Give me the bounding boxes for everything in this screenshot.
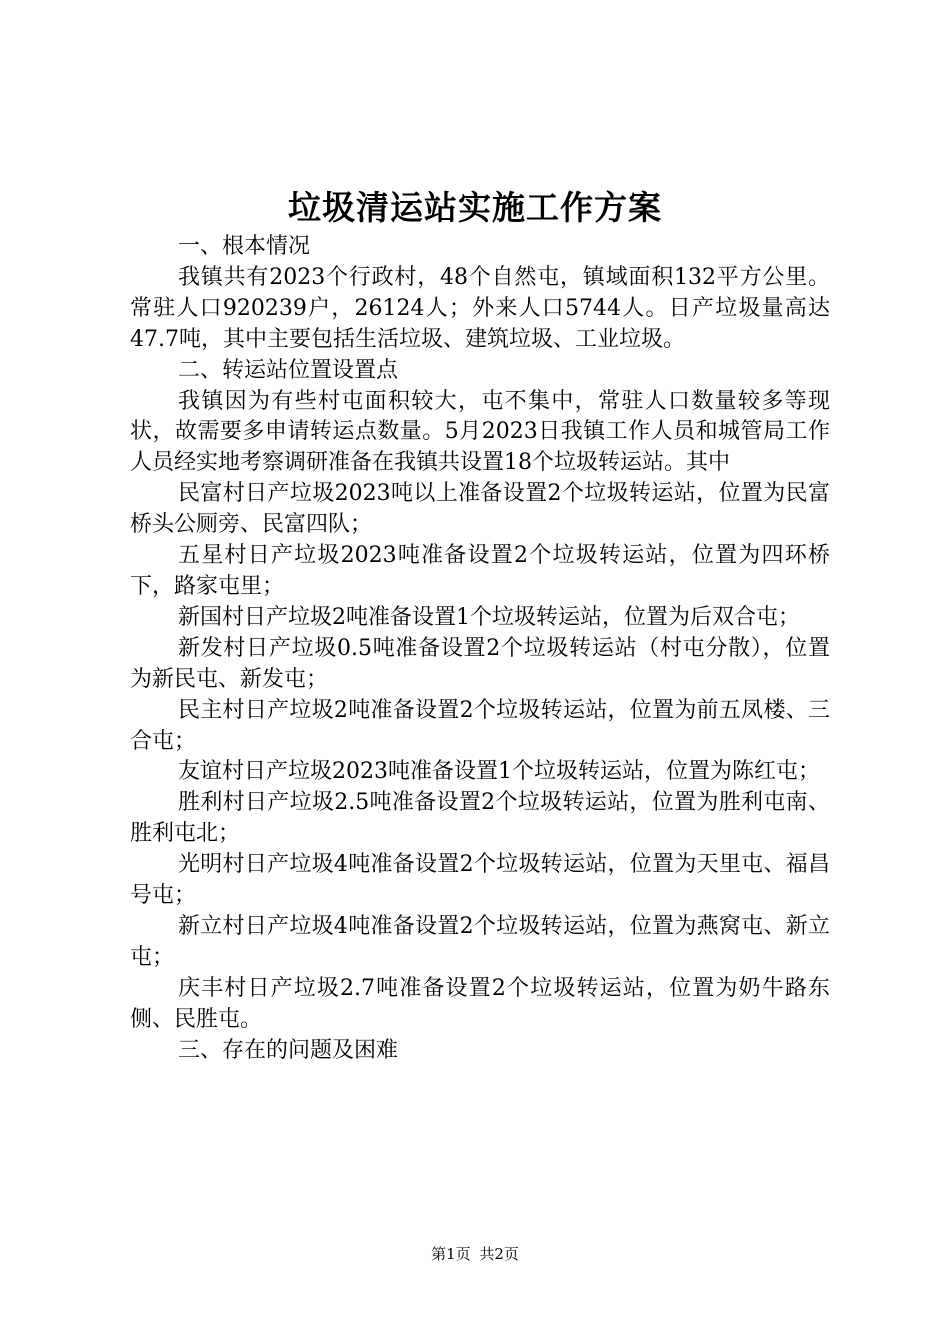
paragraph-basic-info: 我镇共有2023个行政村，48个自然屯，镇域面积132平方公里。常驻人口920239户，26124人；外来人口5744人。日产垃圾量高达47.7吨，其中主要包括生活垃圾、建筑垃圾、工业垃圾。 — [130, 264, 830, 352]
list-item-youyi: 友谊村日产垃圾2023吨准备设置1个垃圾转运站，位置为陈红屯； — [178, 759, 820, 785]
document-title: 垃圾清运站实施工作方案 — [288, 188, 662, 227]
document-body — [130, 232, 830, 1066]
list-item-xinguo: 新国村日产垃圾2吨准备设置1个垃圾转运站，位置为后双合屯； — [178, 604, 800, 630]
page-footer — [0, 1244, 950, 1264]
list-item-xinfa: 新发村日产垃圾0.5吨准备设置2个垃圾转运站（村屯分散），位置为新民屯、新发屯； — [130, 635, 830, 692]
list-item-wuxing: 五星村日产垃圾2023吨准备设置2个垃圾转运站，位置为四环桥下，路家屯里； — [130, 543, 830, 599]
section-heading-problems: 三、存在的问题及困难 — [178, 1037, 399, 1063]
list-item-minzhu: 民主村日产垃圾2吨准备设置2个垃圾转运站，位置为前五凤楼、三合屯； — [130, 697, 830, 754]
list-item-qingfeng: 庆丰村日产垃圾2.7吨准备设置2个垃圾转运站，位置为奶牛路东侧、民胜屯。 — [130, 975, 830, 1032]
list-item-minfu: 民富村日产垃圾2023吨以上准备设置2个垃圾转运站，位置为民富桥头公厕旁、民富四队； — [130, 481, 830, 538]
list-item-guangming: 光明村日产垃圾4吨准备设置2个垃圾转运站，位置为天里屯、福昌号屯； — [130, 852, 830, 909]
page-total: 共2页 — [479, 1245, 519, 1263]
list-item-shengli: 胜利村日产垃圾2.5吨准备设置2个垃圾转运站，位置为胜利屯南、胜利屯北； — [130, 790, 830, 847]
section-heading-basic: 一、根本情况 — [178, 234, 311, 259]
page-number: 第1页 — [431, 1245, 471, 1263]
list-item-xinli: 新立村日产垃圾4吨准备设置2个垃圾转运站，位置为燕窝屯、新立屯； — [130, 913, 830, 970]
section-heading-stations: 二、转运站位置设置点 — [178, 357, 399, 383]
paragraph-stations-intro: 我镇因为有些村屯面积较大，屯不集中，常驻人口数量较多等现状，故需要多申请转运点数量。5月2023日我镇工作人员和城管局工作人员经实地考察调研准备在我镇共设置18个垃圾转运站。其中 — [130, 388, 830, 476]
